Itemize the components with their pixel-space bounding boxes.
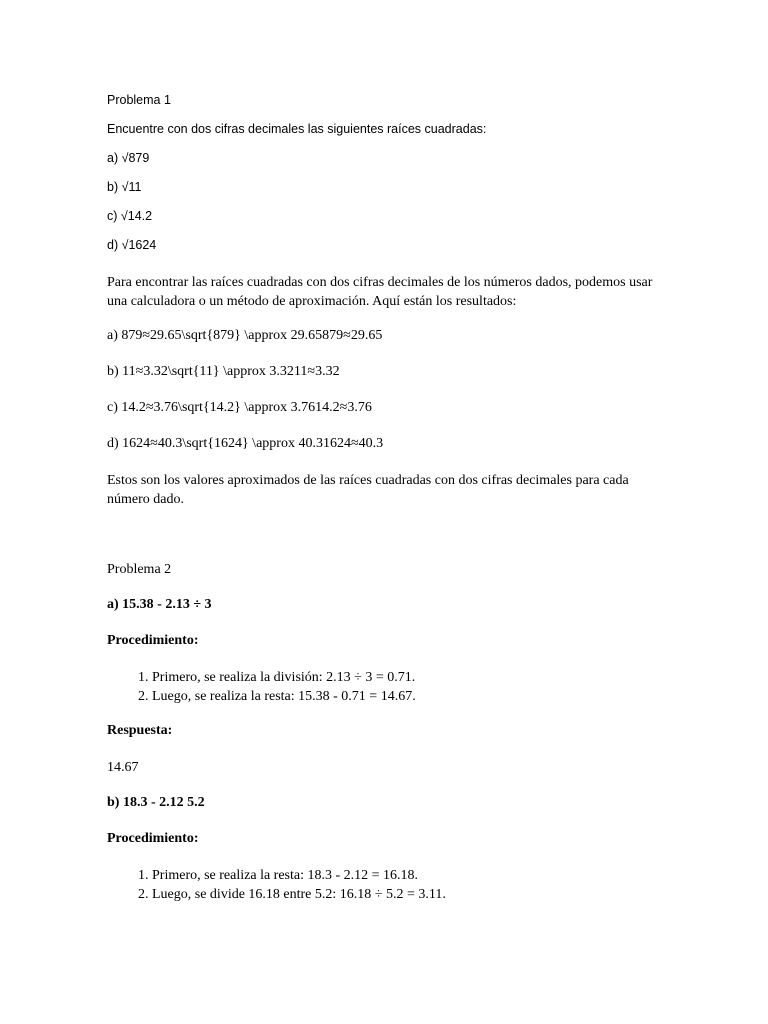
part-a-step-2: 2. Luego, se realiza la resta: 15.38 - 0.71 = 14.67. (152, 687, 416, 706)
part-b-step-1: 1. Primero, se realiza la resta: 18.3 - 2.12 = 16.18. (152, 866, 446, 885)
part-a-step-1: 1. Primero, se realiza la división: 2.13 ÷ 3 = 0.71. (152, 668, 416, 687)
part-a-answer-label: Respuesta: (107, 723, 173, 738)
problem1-intro: Para encontrar las raíces cuadradas con dos cifras decimales de los números dados, podemos usar una calculadora o un método de aproximación. Aquí están los resultados: (107, 275, 653, 309)
problem1-result-c: c) 14.2≈3.76\sqrt{14.2} \approx 3.7614.2≈3.76 (107, 400, 372, 415)
problem1-title: Problema 1 (107, 93, 171, 107)
part-a-answer: 14.67 (107, 760, 139, 775)
problem1-result-b: b) 11≈3.32\sqrt{11} \approx 3.3211≈3.32 (107, 364, 340, 379)
problem1-item-d: d) √1624 (107, 238, 157, 252)
problem1-item-a: a) √879 (107, 151, 150, 165)
problem1-item-c: c) √14.2 (107, 209, 153, 223)
part-b-heading: b) 18.3 - 2.12 5.2 (107, 795, 205, 810)
part-a-heading: a) 15.38 - 2.13 ÷ 3 (107, 597, 212, 612)
part-a-steps (107, 668, 416, 706)
part-b-steps (107, 866, 446, 904)
problem1-result-a: a) 879≈29.65\sqrt{879} \approx 29.65879≈29.65 (107, 328, 383, 343)
problem1-conclusion: Estos son los valores aproximados de las raíces cuadradas con dos cifras decimales para cada número dado. (107, 473, 629, 507)
problem1-item-b: b) √11 (107, 180, 142, 194)
problem2-title: Problema 2 (107, 562, 172, 577)
problem1-result-d: d) 1624≈40.3\sqrt{1624} \approx 40.31624≈40.3 (107, 436, 384, 451)
part-b-procedure-label: Procedimiento: (107, 831, 199, 846)
part-b-step-2: 2. Luego, se divide 16.18 entre 5.2: 16.18 ÷ 5.2 = 3.11. (152, 885, 446, 904)
problem1-instruction: Encuentre con dos cifras decimales las siguientes raíces cuadradas: (107, 122, 487, 136)
part-a-procedure-label: Procedimiento: (107, 633, 199, 648)
